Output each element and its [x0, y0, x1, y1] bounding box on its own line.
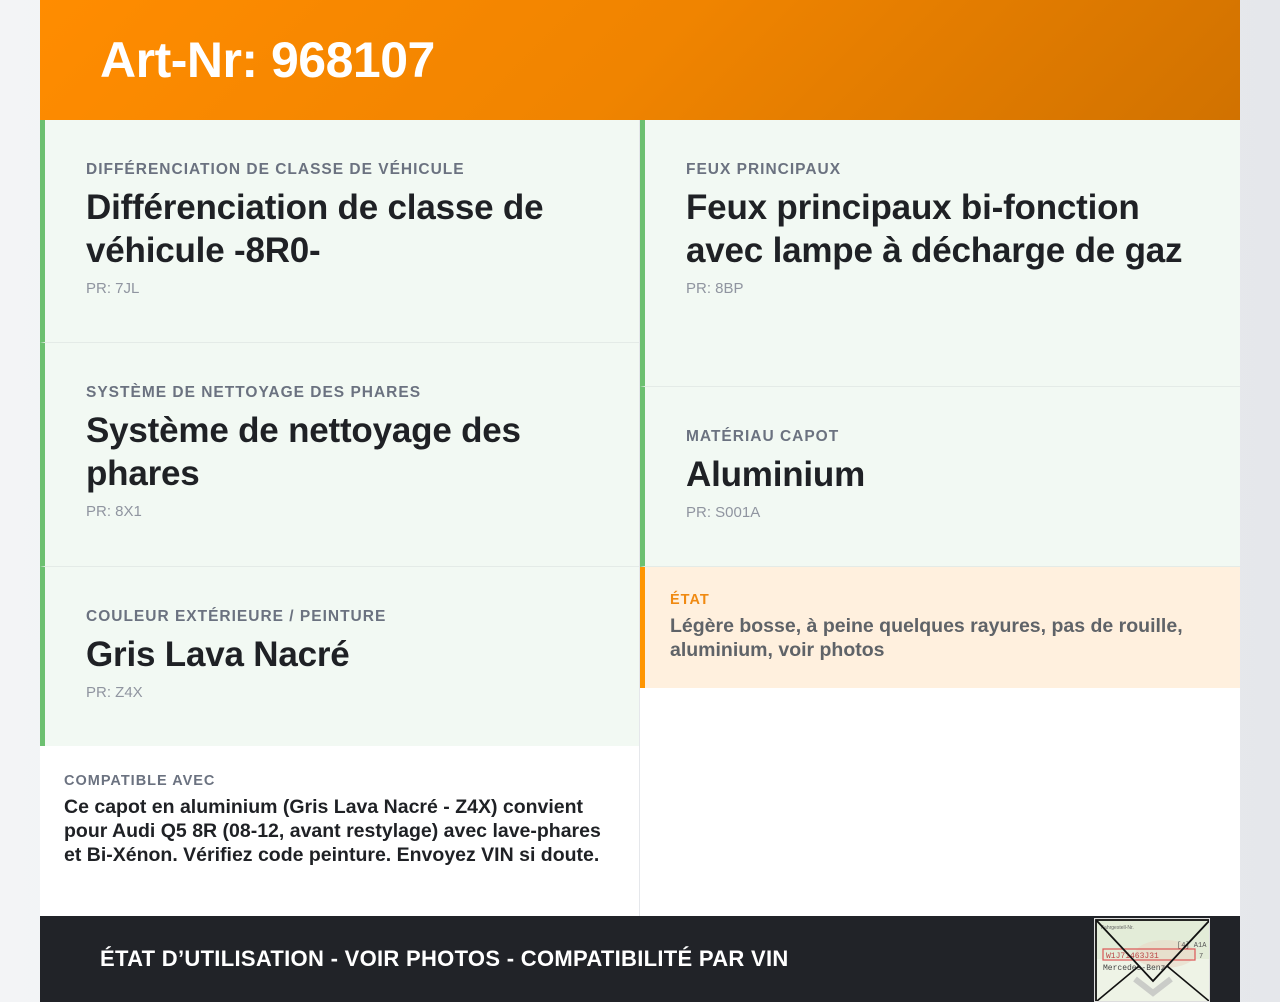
spec-value: Différenciation de classe de véhicule -8R0-	[86, 188, 544, 270]
spec-pr-code: PR: 8X1	[86, 503, 142, 520]
spec-pr-code: PR: 8BP	[686, 280, 744, 297]
spec-label: DIFFÉRENCIATION DE CLASSE DE VÉHICULE	[86, 161, 465, 178]
specs-grid	[40, 120, 1240, 916]
spec-value: Système de nettoyage des phares	[86, 411, 521, 493]
spec-headlight-washer	[40, 343, 639, 567]
specs-column-right	[640, 120, 1240, 688]
spec-hood-material	[640, 387, 1240, 567]
header-banner	[40, 0, 1240, 120]
spec-vehicle-class	[40, 120, 639, 343]
svg-text:[4] A1A: [4] A1A	[1177, 942, 1207, 950]
spec-value: Aluminium	[686, 455, 866, 494]
footer-banner	[40, 916, 1240, 1002]
spec-label: COULEUR EXTÉRIEURE / PEINTURE	[86, 608, 387, 625]
spec-pr-code: PR: 7JL	[86, 280, 140, 297]
compatibility-label: COMPATIBLE AVEC	[64, 773, 216, 789]
svg-text:Fahrgestell-Nr.: Fahrgestell-Nr.	[1101, 925, 1134, 931]
condition-text: Légère bosse, à peine quelques rayures, pas de rouille, aluminium, voir photos	[670, 615, 1183, 661]
spec-headlights	[640, 120, 1240, 387]
compatibility-section	[40, 746, 639, 916]
svg-text:7: 7	[1199, 953, 1204, 961]
spec-label: SYSTÈME DE NETTOYAGE DES PHARES	[86, 384, 422, 401]
vin-envelope-image	[1094, 918, 1210, 1002]
spec-pr-code: PR: Z4X	[86, 684, 143, 701]
product-card	[40, 0, 1240, 1002]
condition-section	[640, 567, 1240, 688]
vin-envelope-icon	[1095, 919, 1210, 1002]
spec-exterior-color	[40, 567, 639, 747]
footer-text: ÉTAT D’UTILISATION - VOIR PHOTOS - COMPATIBILITÉ PAR VIN	[100, 946, 789, 971]
condition-label: ÉTAT	[670, 592, 710, 608]
spec-label: FEUX PRINCIPAUX	[686, 161, 842, 178]
article-number-title: Art-Nr: 968107	[100, 32, 435, 88]
compatibility-text: Ce capot en aluminium (Gris Lava Nacré - Z4X) convient pour Audi Q5 8R (08-12, avant restylage) avec lave-phares et Bi-Xénon. Vérifiez code peinture. Envoyez VIN si doute.	[64, 796, 601, 866]
spec-pr-code: PR: S001A	[686, 504, 761, 521]
svg-text:W1J71463J31: W1J71463J31	[1106, 952, 1159, 961]
spec-label: MATÉRIAU CAPOT	[686, 428, 840, 445]
specs-column-left	[40, 120, 640, 916]
spec-value: Gris Lava Nacré	[86, 635, 350, 674]
svg-text:Mercedes-Benz: Mercedes-Benz	[1103, 964, 1166, 973]
spec-value: Feux principaux bi-fonction avec lampe à décharge de gaz	[686, 188, 1183, 270]
